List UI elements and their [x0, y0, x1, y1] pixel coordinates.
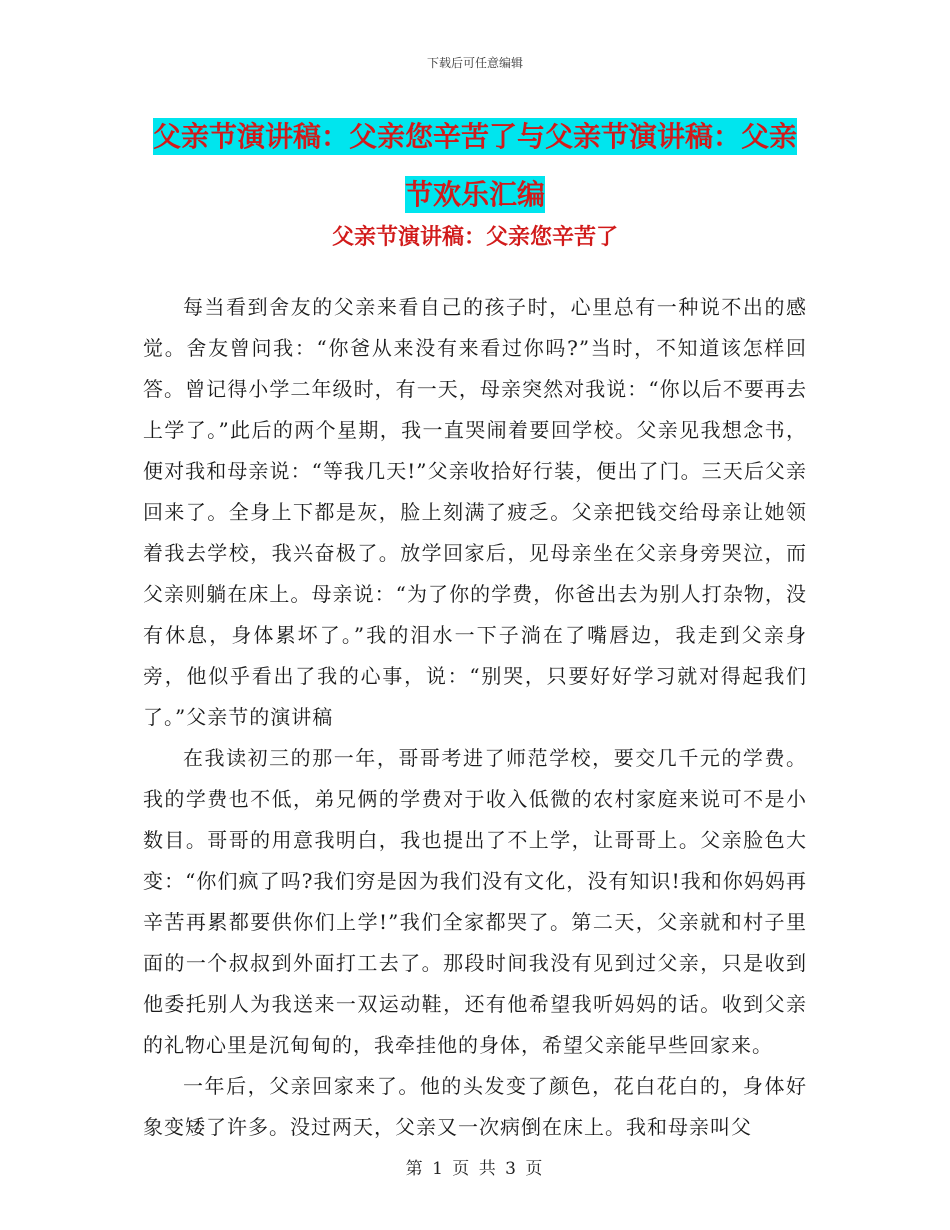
title-line-2: 节欢乐汇编	[404, 178, 545, 211]
paragraph: 一年后，父亲回家来了。他的头发变了颜色，花白花白的，身体好象变矮了许多。没过两天，父亲又一次病倒在床上。我和母亲叫父	[143, 1074, 807, 1139]
header-note: 下载后可任意编辑	[426, 56, 523, 70]
body-text	[143, 287, 807, 1148]
document-title	[140, 108, 810, 224]
title-line-1: 父亲节演讲稿：父亲您辛苦了与父亲节演讲稿：父亲	[152, 120, 797, 153]
section-heading: 父亲节演讲稿：父亲您辛苦了	[331, 225, 618, 250]
paragraph: 每当看到舍友的父亲来看自己的孩子时，心里总有一种说不出的感觉。舍友曾问我：“你爸从来没有来看过你吗?”当时，不知道该怎样回答。曾记得小学二年级时，有一天，母亲突然对我说：“你以后不要再去上学了。”此后的两个星期，我一直哭闹着要回学校。父亲见我想念书，便对我和母亲说：“等我几天!”父亲收拾好行装，便出了门。三天后父亲回来了。全身上下都是灰，脸上刻满了疲乏。父亲把钱交给母亲让她领着我去学校，我兴奋极了。放学回家后，见母亲坐在父亲身旁哭泣，而父亲则躺在床上。母亲说：“为了你的学费，你爸出去为别人打杂物，没有休息，身体累坏了。”我的泪水一下子淌在了嘴唇边，我走到父亲身旁，他似乎看出了我的心事，说：“别哭，只要好好学习就对得起我们了。”父亲节的演讲稿	[143, 295, 807, 729]
page-number-footer: 第 1 页 共 3 页	[405, 1159, 545, 1179]
paragraph: 在我读初三的那一年，哥哥考进了师范学校，要交几千元的学费。我的学费也不低，弟兄俩的学费对于收入低微的农村家庭来说可不是小数目。哥哥的用意我明白，我也提出了不上学，让哥哥上。父亲脸色大变：“你们疯了吗?我们穷是因为我们没有文化，没有知识!我和你妈妈再辛苦再累都要供你们上学!”我们全家都哭了。第二天，父亲就和村子里面的一个叔叔到外面打工去了。那段时间我没有见到过父亲，只是收到他委托别人为我送来一双运动鞋，还有他希望我听妈妈的话。收到父亲的礼物心里是沉甸甸的，我牵挂他的身体，希望父亲能早些回家来。	[143, 746, 807, 1057]
